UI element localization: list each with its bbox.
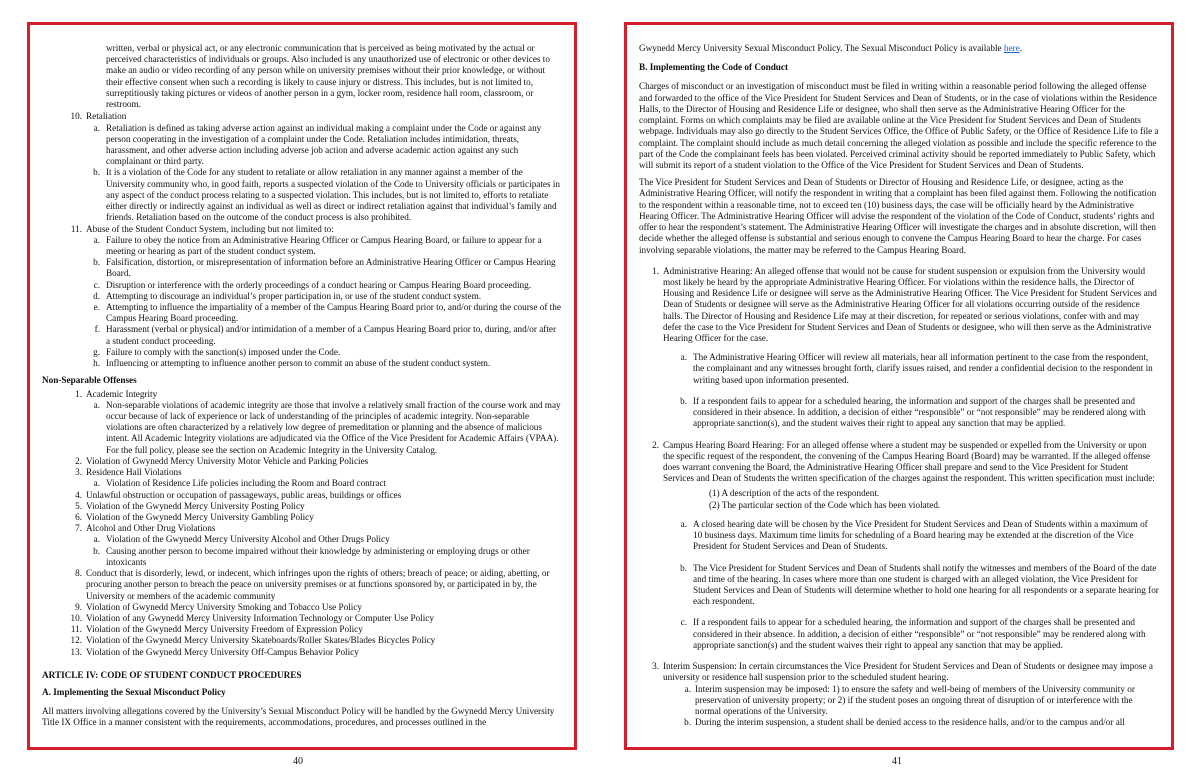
list-marker: 1.	[652, 265, 659, 276]
intro-continuation: written, verbal or physical act, or any electronic communication that is perceived as being motivated by the actual or perceived characteristics of individuals or groups. Also included is any unauthorized use of electronic or other devices to make an audio or video recording of any person while on university premises without their prior knowledge, or without their effective consent when such a recording is likely to cause injury or distress. This includes, but is not limited to, surreptitiously taking pictures or videos of another person in a gym, locker room, residence hall room, classroom, or restroom.	[106, 43, 550, 110]
sub-text: A closed hearing date will be chosen by the Vice President for Student Services and Dean of Students within a maximum of 10 business days. Maximum time limits for scheduling of a Board hearing may be extended at the discretion of the Vice President for Student Services and Dean of Students.	[693, 518, 1148, 552]
sub-marker: b.	[93, 167, 100, 178]
list-marker: 9.	[75, 601, 82, 612]
list-item-label: Violation of the Gwynedd Mercy University Skateboards/Roller Skates/Blades Bicycles Policy	[86, 635, 436, 646]
sub-marker: a.	[93, 122, 100, 133]
list-item-label: Violation of the Gwynedd Mercy University Posting Policy	[86, 500, 305, 511]
campus-hearing-board-item	[639, 440, 1159, 485]
list-item	[42, 467, 562, 478]
list-marker: 1.	[75, 388, 82, 399]
sub-text: Attempting to discourage an individual’s proper participation in, or use of the student conduct system.	[106, 290, 482, 301]
section-b-heading: B. Implementing the Code of Conduct	[639, 62, 789, 73]
sub-marker: a.	[93, 234, 100, 245]
sub-marker: c.	[680, 617, 687, 628]
sub-text: Influencing or attempting to influence another person to commit an abuse of the student conduct system.	[106, 358, 491, 369]
section-b-paragraph-2: The Vice President for Student Services and Dean of Students or Director of Housing and Residence Life, or designee, acting as the Administrative Hearing Officer, will notify the respondent in writing that a complaint has been filed against them. Following the notification to the respondent within a reasonable time, not to exceed ten (10) business days, the case will be officially heard by the Administrative Hearing Officer. The Administrative Hearing Officer will advise the respondent of the violation of the Code of Conduct, students’ rights and offer to hear the respondent’s statement. The Administrative Hearing Officer will investigate the charges and in absolute discretion, will then decide whether the alleged offense is substantial and serious enough to convene the Campus Hearing Board to hear the charge. For cases involving separable violations, the matter may be referred to the Campus Hearing Board.	[639, 177, 1157, 255]
list-marker: 11.	[70, 223, 82, 234]
sub-marker: c.	[93, 279, 100, 290]
sub-text: It is a violation of the Code for any student to retaliate or allow retaliation in any manner against a member of the University community who, in good faith, reports a suspected violation of the Code to University officials or participates in any aspect of the conduct process relating to a suspected violation. This includes, but is not limited to, efforts to retaliate either directly or indirectly against an individual as well as direct or indirect retaliation against that individual’s family and friends. Retaliation based on the outcome of the conduct process is also prohibited.	[106, 167, 561, 223]
list-item-label: Conduct that is disorderly, lewd, or indecent, which infringes upon the rights of others; breach of peace; or aiding, abetting, or procuring another person to breach the peace on university premises or at functions sponsored by, or participated in by, the University or members of the academic community	[86, 568, 550, 601]
list-marker: 5.	[75, 500, 82, 511]
sub-marker: a.	[680, 518, 687, 529]
list-item-label: Abuse of the Student Conduct System, including but not limited to:	[86, 223, 334, 234]
page-number-left: 40	[293, 756, 303, 767]
list-marker: 10.	[70, 612, 82, 623]
list-marker: 12.	[70, 635, 82, 646]
section-b-paragraph-1: Charges of misconduct or an investigation of misconduct must be filed in writing within a reasonable period following the alleged offense and forwarded to the office of the Vice President for Student Services and Dean of Students, or in the case of violations within the Residence Halls, to the Director of Housing and Residence Life or designee, who shall then serve as the Administrative Hearing Officer for the complaint. Forms on which complaints may be filed are available online at the Vice President for Student Services and Dean of Students webpage. Individuals may also go directly to the Student Services Office, the Office of Public Safety, or the Office of Residence Life to file a complaint. The complaint should include as much detail concerning the alleged violation as possible and include the specific reference to the part of the Code the complainant feels has been violated. Perceived criminal activity should be reported immediately to Public Safety, which will submit its report of a student violation to the Office of the Vice President for Student Services and Dean of Students.	[639, 81, 1159, 170]
non-separable-heading: Non-Separable Offenses	[42, 375, 137, 386]
policy-link[interactable]: here	[1003, 43, 1020, 53]
list-item	[42, 512, 562, 523]
sub-item	[42, 324, 562, 346]
list-item-abuse	[42, 224, 562, 235]
list-marker: 4.	[75, 489, 82, 500]
sub-item	[42, 478, 562, 489]
sub-text: If a respondent fails to appear for a scheduled hearing, the information and support of the charges shall be presented and considered in their absence. In addition, a decision of either “responsible” or “not responsible” may be rendered along with appropriate sanction(s), and the student waives their right to appeal any sanction that may be applied.	[693, 395, 1146, 429]
list-item-label: Academic Integrity	[86, 388, 158, 399]
list-item-label: Retaliation	[86, 111, 127, 122]
sub-item	[42, 347, 562, 358]
sub-marker: b.	[93, 545, 100, 556]
sub-text: The Administrative Hearing Officer will review all materials, hear all information pertinent to the case from the respondent, the complainant and any witnesses brought forth, clarify issues raised, and render a confidential decision to the respondent in writing based upon information presented.	[693, 352, 1153, 385]
list-item	[42, 624, 562, 635]
continuation-text	[639, 43, 1159, 54]
sub-item	[42, 546, 562, 568]
sub-item	[639, 684, 1159, 718]
page-number-right: 41	[892, 756, 902, 767]
list-marker: 11.	[70, 624, 82, 635]
sub-item	[639, 396, 1159, 430]
sub-marker: f.	[94, 324, 100, 335]
sub-text: During the interim suspension, a student shall be denied access to the residence halls, and/or to the campus and/or all	[695, 717, 1125, 728]
list-item	[42, 456, 562, 467]
sub-text: Interim suspension may be imposed: 1) to ensure the safety and well-being of members of the University community or preservation of university property; or 2) if the student poses an ongoing threat of disruption of or interference with the normal operations of the University.	[695, 683, 1135, 716]
specification-line: (2) The particular section of the Code which has been violated.	[709, 499, 941, 510]
list-item	[42, 501, 562, 512]
list-item	[42, 647, 562, 658]
sub-marker: e.	[93, 302, 100, 313]
sub-item	[42, 280, 562, 291]
list-item-text: Campus Hearing Board Hearing: For an alleged offense where a student may be suspended or expelled from the University or upon the specific request of the respondent, the convening of the Campus Hearing Board (Board) may be warranted. If the alleged offense does warrant convening the Board, the Administrative Hearing Officer shall prepare and send to the Vice President for Student Services and Dean of Students the written specification of the charges against the respondent. This written specification must include:	[663, 439, 1155, 484]
sub-item	[639, 563, 1159, 608]
list-item	[42, 568, 562, 602]
sub-text: Violation of Residence Life policies including the Room and Board contract	[106, 478, 387, 489]
sub-item	[42, 534, 562, 545]
list-item-label: Violation of any Gwynedd Mercy University Information Technology or Computer Use Policy	[86, 612, 434, 623]
list-marker: 6.	[75, 511, 82, 522]
specification-line: (1) A description of the acts of the respondent.	[709, 488, 880, 499]
sub-marker: h.	[93, 358, 100, 369]
list-item-text: Interim Suspension: In certain circumstances the Vice President for Student Services and Dean of Students or designee may impose a university or residence hall suspension prior to the scheduled student hearing.	[663, 661, 1153, 683]
list-item-label: Violation of Gwynedd Mercy University Smoking and Tobacco Use Policy	[86, 601, 362, 612]
list-item-text: Administrative Hearing: An alleged offense that would not be cause for student suspension or expulsion from the University would most likely be heard by the appropriate Administrative Hearing Officer. For violations within the residence halls, the Director of Housing and Residence Life or designee will serve as the Administrative Hearing Officer. The Vice President for Student Services and Dean of Students or designee will serve as the Administrative Hearing Officer for all violations occurring outside of the residence halls. The Director of Housing and Residence Life may at their discretion, for repeated or serious violations, confer with and may defer the case to the Vice President for Student Services and Dean of Students or designee, who will then serve as the Administrative Hearing Officer for the case.	[663, 265, 1157, 344]
sub-marker: d.	[93, 290, 100, 301]
list-marker: 8.	[75, 568, 82, 579]
list-marker: 2.	[75, 455, 82, 466]
sub-text: Attempting to influence the impartiality of a member of the Campus Hearing Board prior to, and/or during the course of the Campus Hearing Board proceeding.	[106, 302, 561, 324]
list-marker: 10.	[70, 111, 82, 122]
list-item	[42, 635, 562, 646]
sub-item	[42, 302, 562, 324]
list-item-label: Violation of the Gwynedd Mercy University Freedom of Expression Policy	[86, 624, 363, 635]
list-marker: 7.	[75, 523, 82, 534]
list-marker: 3.	[652, 661, 659, 672]
sub-item	[639, 717, 1159, 728]
sub-item	[42, 400, 562, 456]
sub-text: Retaliation is defined as taking adverse action against an individual making a complaint under the Code or against any person cooperating in the investigation of a complaint under the Code. Retaliation includes intimidation, threats, harassment, and other adverse action including adverse job action and adverse academic action against any such complainant or third party.	[106, 122, 542, 167]
sub-marker: g.	[93, 346, 100, 357]
list-item	[42, 523, 562, 534]
sub-item	[639, 519, 1159, 553]
list-item	[42, 389, 562, 400]
list-item	[42, 613, 562, 624]
interim-suspension-item	[639, 661, 1159, 683]
sub-marker: a.	[680, 352, 687, 363]
sub-item	[42, 123, 562, 168]
list-item	[42, 602, 562, 613]
list-item-label: Violation of the Gwynedd Mercy University Gambling Policy	[86, 511, 314, 522]
list-marker: 13.	[70, 646, 82, 657]
sub-text: If a respondent fails to appear for a scheduled hearing, the information and support of the charges shall be presented and considered in their absence. In addition, a decision of either “responsible” or “not responsible” may be rendered along with appropriate sanction(s) and the student waives their right to appeal any sanction that may be applied.	[693, 617, 1146, 650]
sub-text: Violation of the Gwynedd Mercy University Alcohol and Other Drugs Policy	[106, 534, 390, 545]
sub-marker: a.	[93, 399, 100, 410]
list-item-retaliation	[42, 111, 562, 122]
sub-item	[639, 617, 1159, 651]
sub-marker: b.	[680, 562, 687, 573]
list-item	[42, 490, 562, 501]
sub-text: Disruption or interference with the orderly proceedings of a conduct hearing or Campus Hearing Board proceeding.	[106, 279, 532, 290]
sub-text: Harassment (verbal or physical) and/or intimidation of a member of a Campus Hearing Board prior to, during, and/or after a student conduct proceeding.	[106, 324, 557, 346]
right-page	[624, 22, 1174, 750]
administrative-hearing-item	[639, 266, 1159, 345]
list-item-label: Violation of the Gwynedd Mercy University Off-Campus Behavior Policy	[86, 646, 359, 657]
sub-item	[639, 352, 1159, 386]
sub-marker: b.	[93, 257, 100, 268]
list-item-label: Violation of Gwynedd Mercy University Motor Vehicle and Parking Policies	[86, 455, 369, 466]
sub-marker: b.	[684, 717, 691, 728]
list-item-label: Alcohol and Other Drug Violations	[86, 523, 216, 534]
sub-item	[42, 167, 562, 223]
sub-item	[42, 291, 562, 302]
sub-marker: b.	[680, 395, 687, 406]
sub-item	[42, 257, 562, 279]
continuation-sentence: Gwynedd Mercy University Sexual Misconduct Policy. The Sexual Misconduct Policy is available	[639, 43, 1002, 53]
sub-text: Non-separable violations of academic integrity are those that involve a relatively small fraction of the course work and may occur because of lack of experience or lack of understanding of the principles of academic integrity. Non-separable violations are often characterized by a relatively low degree of premeditation or planning and the absence of malicious intent. All Academic Integrity violations are adjudicated via the Office of the Vice President for Academic Affairs (VPAA). For the full policy, please see the section on Academic Integrity in the University Catalog.	[106, 399, 561, 455]
section-a-text: All matters involving allegations covered by the University’s Sexual Misconduct Policy will be handled by the Gwynedd Mercy University Title IX Office in a manner consistent with the requirements, accommodations, procedures, and processes outlined in the	[42, 706, 555, 728]
sub-text: Failure to comply with the sanction(s) imposed under the Code.	[106, 346, 341, 357]
list-marker: 3.	[75, 467, 82, 478]
sub-marker: a.	[684, 683, 691, 694]
list-item-label: Unlawful obstruction or occupation of passageways, public areas, buildings or offices	[86, 489, 402, 500]
sub-text: The Vice President for Student Services and Dean of Students shall notify the witnesses and members of the Board of the date and time of the hearing. In cases where more than one student is charged with an alleged violation, the Vice President for Student Services and Dean of Students will determine whether to hold one hearing for all respondents or a separate hearing for each respondent.	[693, 562, 1159, 607]
list-item-label: Residence Hall Violations	[86, 467, 182, 478]
sub-text: Causing another person to become impaired without their knowledge by administering or employing drugs or other intoxicants	[106, 545, 530, 567]
sub-text: Falsification, distortion, or misrepresentation of information before an Administrative Hearing Officer or Campus Hearing Board.	[106, 257, 556, 279]
article-heading: ARTICLE IV: CODE OF STUDENT CONDUCT PROCEDURES	[42, 669, 302, 680]
sub-item	[42, 235, 562, 257]
sub-text: Failure to obey the notice from an Administrative Hearing Officer or Campus Hearing Board, or failure to appear for a meeting or hearing as part of the student conduct system.	[106, 234, 542, 256]
sub-marker: a.	[93, 534, 100, 545]
list-marker: 2.	[652, 439, 659, 450]
sub-item	[42, 358, 562, 369]
sentence-end: .	[1019, 43, 1022, 53]
sub-marker: a.	[93, 478, 100, 489]
left-page	[27, 22, 577, 750]
section-a-heading: A. Implementing the Sexual Misconduct Policy	[42, 687, 226, 698]
